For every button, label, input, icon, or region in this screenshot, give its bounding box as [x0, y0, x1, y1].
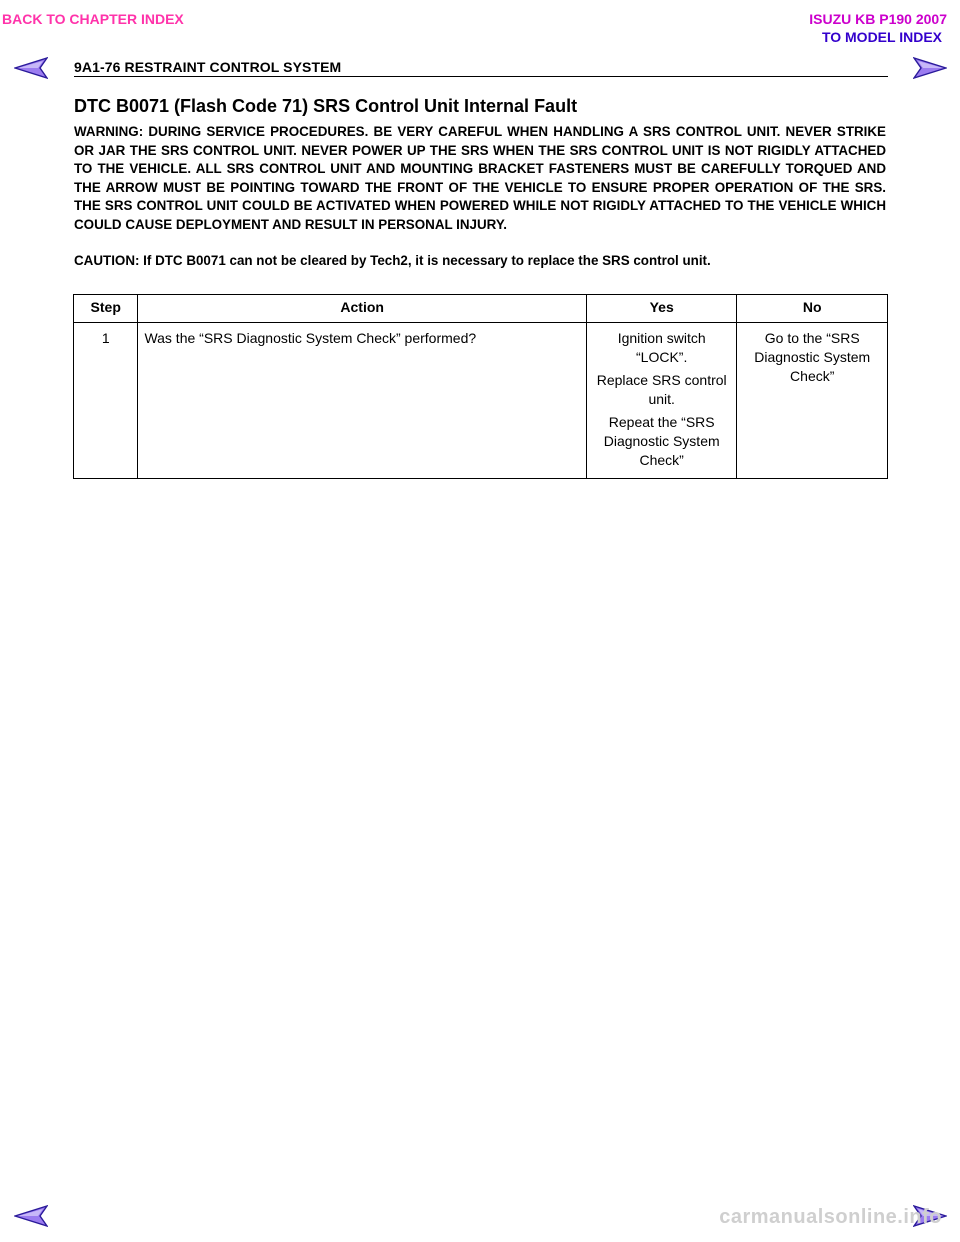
diagnostic-table	[73, 294, 888, 479]
to-model-index-link[interactable]: TO MODEL INDEX	[821, 29, 942, 45]
header-divider	[74, 76, 888, 77]
action-cell: Was the “SRS Diagnostic System Check” performed?	[138, 323, 586, 479]
page-header-section: 9A1-76 RESTRAINT CONTROL SYSTEM	[74, 59, 342, 75]
yes-instruction: Repeat the “SRS Diagnostic System Check”	[603, 414, 720, 468]
step-cell: 1	[74, 323, 138, 479]
next-page-arrow-icon[interactable]	[913, 57, 947, 79]
yes-instruction: Replace SRS control unit.	[596, 372, 727, 407]
previous-page-arrow-bottom-icon[interactable]	[14, 1205, 48, 1227]
watermark: carmanualsonline.info	[719, 1206, 942, 1228]
column-header-step: Step	[74, 295, 138, 323]
column-header-no: No	[737, 295, 888, 323]
previous-page-arrow-icon[interactable]	[14, 57, 48, 79]
page-title: DTC B0071 (Flash Code 71) SRS Control Unit Internal Fault	[74, 96, 578, 116]
column-header-action: Action	[138, 295, 586, 323]
back-to-chapter-index-link[interactable]: BACK TO CHAPTER INDEX	[2, 11, 184, 27]
warning-text: WARNING: DURING SERVICE PROCEDURES. BE VERY CAREFUL WHEN HANDLING A SRS CONTROL UNIT. NEVER STRIKE OR JAR THE SRS CONTROL UNIT. NEVER POWER UP THE SRS WHEN THE SRS CONTROL UNIT IS NOT RIGIDLY ATTACHED TO THE VEHICLE. ALL SRS CONTROL UNIT AND MOUNTING BRACKET FASTENERS MUST BE CAREFULLY TORQUED AND THE ARROW MUST BE POINTING TOWARD THE FRONT OF THE VEHICLE TO ENSURE PROPER OPERATION OF THE SRS. THE SRS CONTROL UNIT COULD BE ACTIVATED WHEN POWERED WHILE NOT RIGIDLY ATTACHED TO THE VEHICLE WHICH COULD CAUSE DEPLOYMENT AND RESULT IN PERSONAL INJURY.	[74, 124, 886, 232]
no-cell: Go to the “SRS Diagnostic System Check”	[737, 323, 888, 479]
caution-text: CAUTION: If DTC B0071 can not be cleared by Tech2, it is necessary to replace the SRS control unit.	[74, 253, 711, 268]
model-title-link[interactable]: ISUZU KB P190 2007	[809, 11, 947, 27]
table-row	[74, 323, 888, 479]
yes-cell	[586, 323, 737, 479]
column-header-yes: Yes	[586, 295, 737, 323]
table-header-row	[74, 295, 888, 323]
yes-instruction: Ignition switch “LOCK”.	[617, 330, 706, 365]
